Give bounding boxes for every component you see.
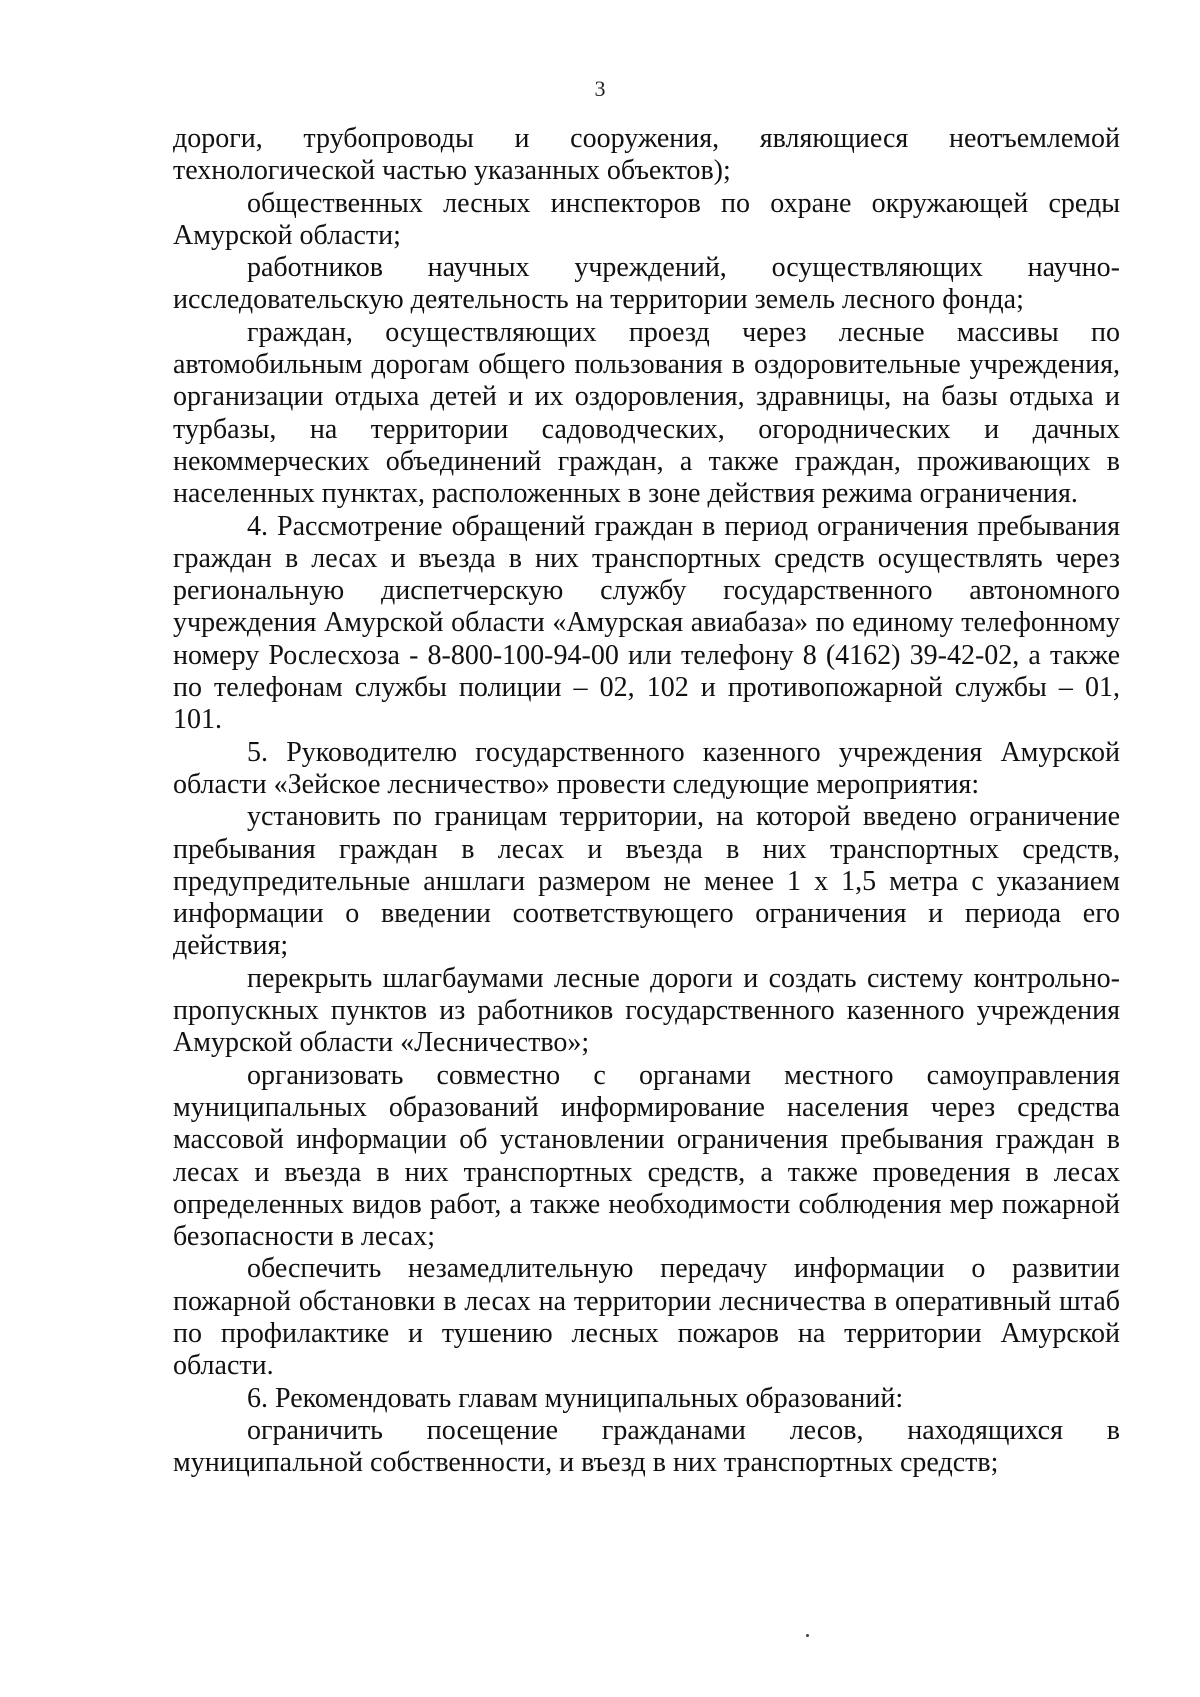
paragraph-fire-information: обеспечить незамедлительную передачу информации о развитии пожарной обстановки в лесах на территории лесничества в оперативный штаб по профилактике и тушению лесных пожаров на территории Амурской области.	[173, 1253, 1120, 1382]
paragraph-item-4: 4. Рассмотрение обращений граждан в период ограничения пребывания граждан в лесах и въезда в них транспортных средств осуществлять через региональную диспетчерскую службу государственного автономного учреждения Амурской области «Амурская авиабаза» по единому телефонному номеру Рослесхоза - 8-800-100-94-00 или телефону 8 (4162) 39-42-02, а также по телефонам службы полиции – 02, 102 и противопожарной службы – 01, 101.	[173, 510, 1120, 736]
paragraph-inform-population: организовать совместно с органами местного самоуправления муниципальных образований информирование населения через средства массовой информации об установлении ограничения пребывания граждан в лесах и въезда в них транспортных средств, а также проведения в лесах определенных видов работ, а также необходимости соблюдения мер пожарной безопасности в лесах;	[173, 1059, 1120, 1253]
paragraph-barriers-checkpoints: перекрыть шлагбаумами лесные дороги и создать систему контрольно-пропускных пунктов из работников государственного казенного учреждения Амурской области «Лесничество»;	[173, 962, 1120, 1059]
paragraph-restrict-visits: ограничить посещение гражданами лесов, находящихся в муниципальной собственности, и въезд в них транспортных средств;	[173, 1414, 1120, 1479]
paragraph-item-5: 5. Руководителю государственного казенного учреждения Амурской области «Зейское лесничество» провести следующие мероприятия:	[173, 736, 1120, 800]
page-number: 3	[594, 76, 606, 101]
paragraph-roads-continuation: дороги, трубопроводы и сооружения, являющиеся неотъемлемой технологической частью указанных объектов);	[173, 123, 1120, 187]
paragraph-research-workers: работников научных учреждений, осуществляющих научно-исследовательскую деятельность на территории земель лесного фонда;	[173, 252, 1120, 316]
paragraph-citizens-passage: граждан, осуществляющих проезд через лесные массивы по автомобильным дорогам общего пользования в оздоровительные учреждения, организации отдыха детей и их оздоровления, здравницы, на базы отдыха и турбазы, на территории садоводческих, огороднических и дачных некоммерческих объединений граждан, а также граждан, проживающих в населенных пунктах, расположенных в зоне действия режима ограничения.	[173, 316, 1120, 510]
document-body	[173, 123, 1120, 1479]
paragraph-item-6: 6. Рекомендовать главам муниципальных образований:	[247, 1382, 904, 1414]
paragraph-install-signs: установить по границам территории, на которой введено ограничение пребывания граждан в лесах и въезда в них транспортных средств, предупредительные аншлаги размером не менее 1 х 1,5 метра с указанием информации о введении соответствующего ограничения и периода его действия;	[173, 801, 1120, 962]
paragraph-forest-inspectors: общественных лесных инспекторов по охране окружающей среды Амурской области;	[173, 187, 1120, 251]
scan-speck	[806, 1634, 809, 1637]
